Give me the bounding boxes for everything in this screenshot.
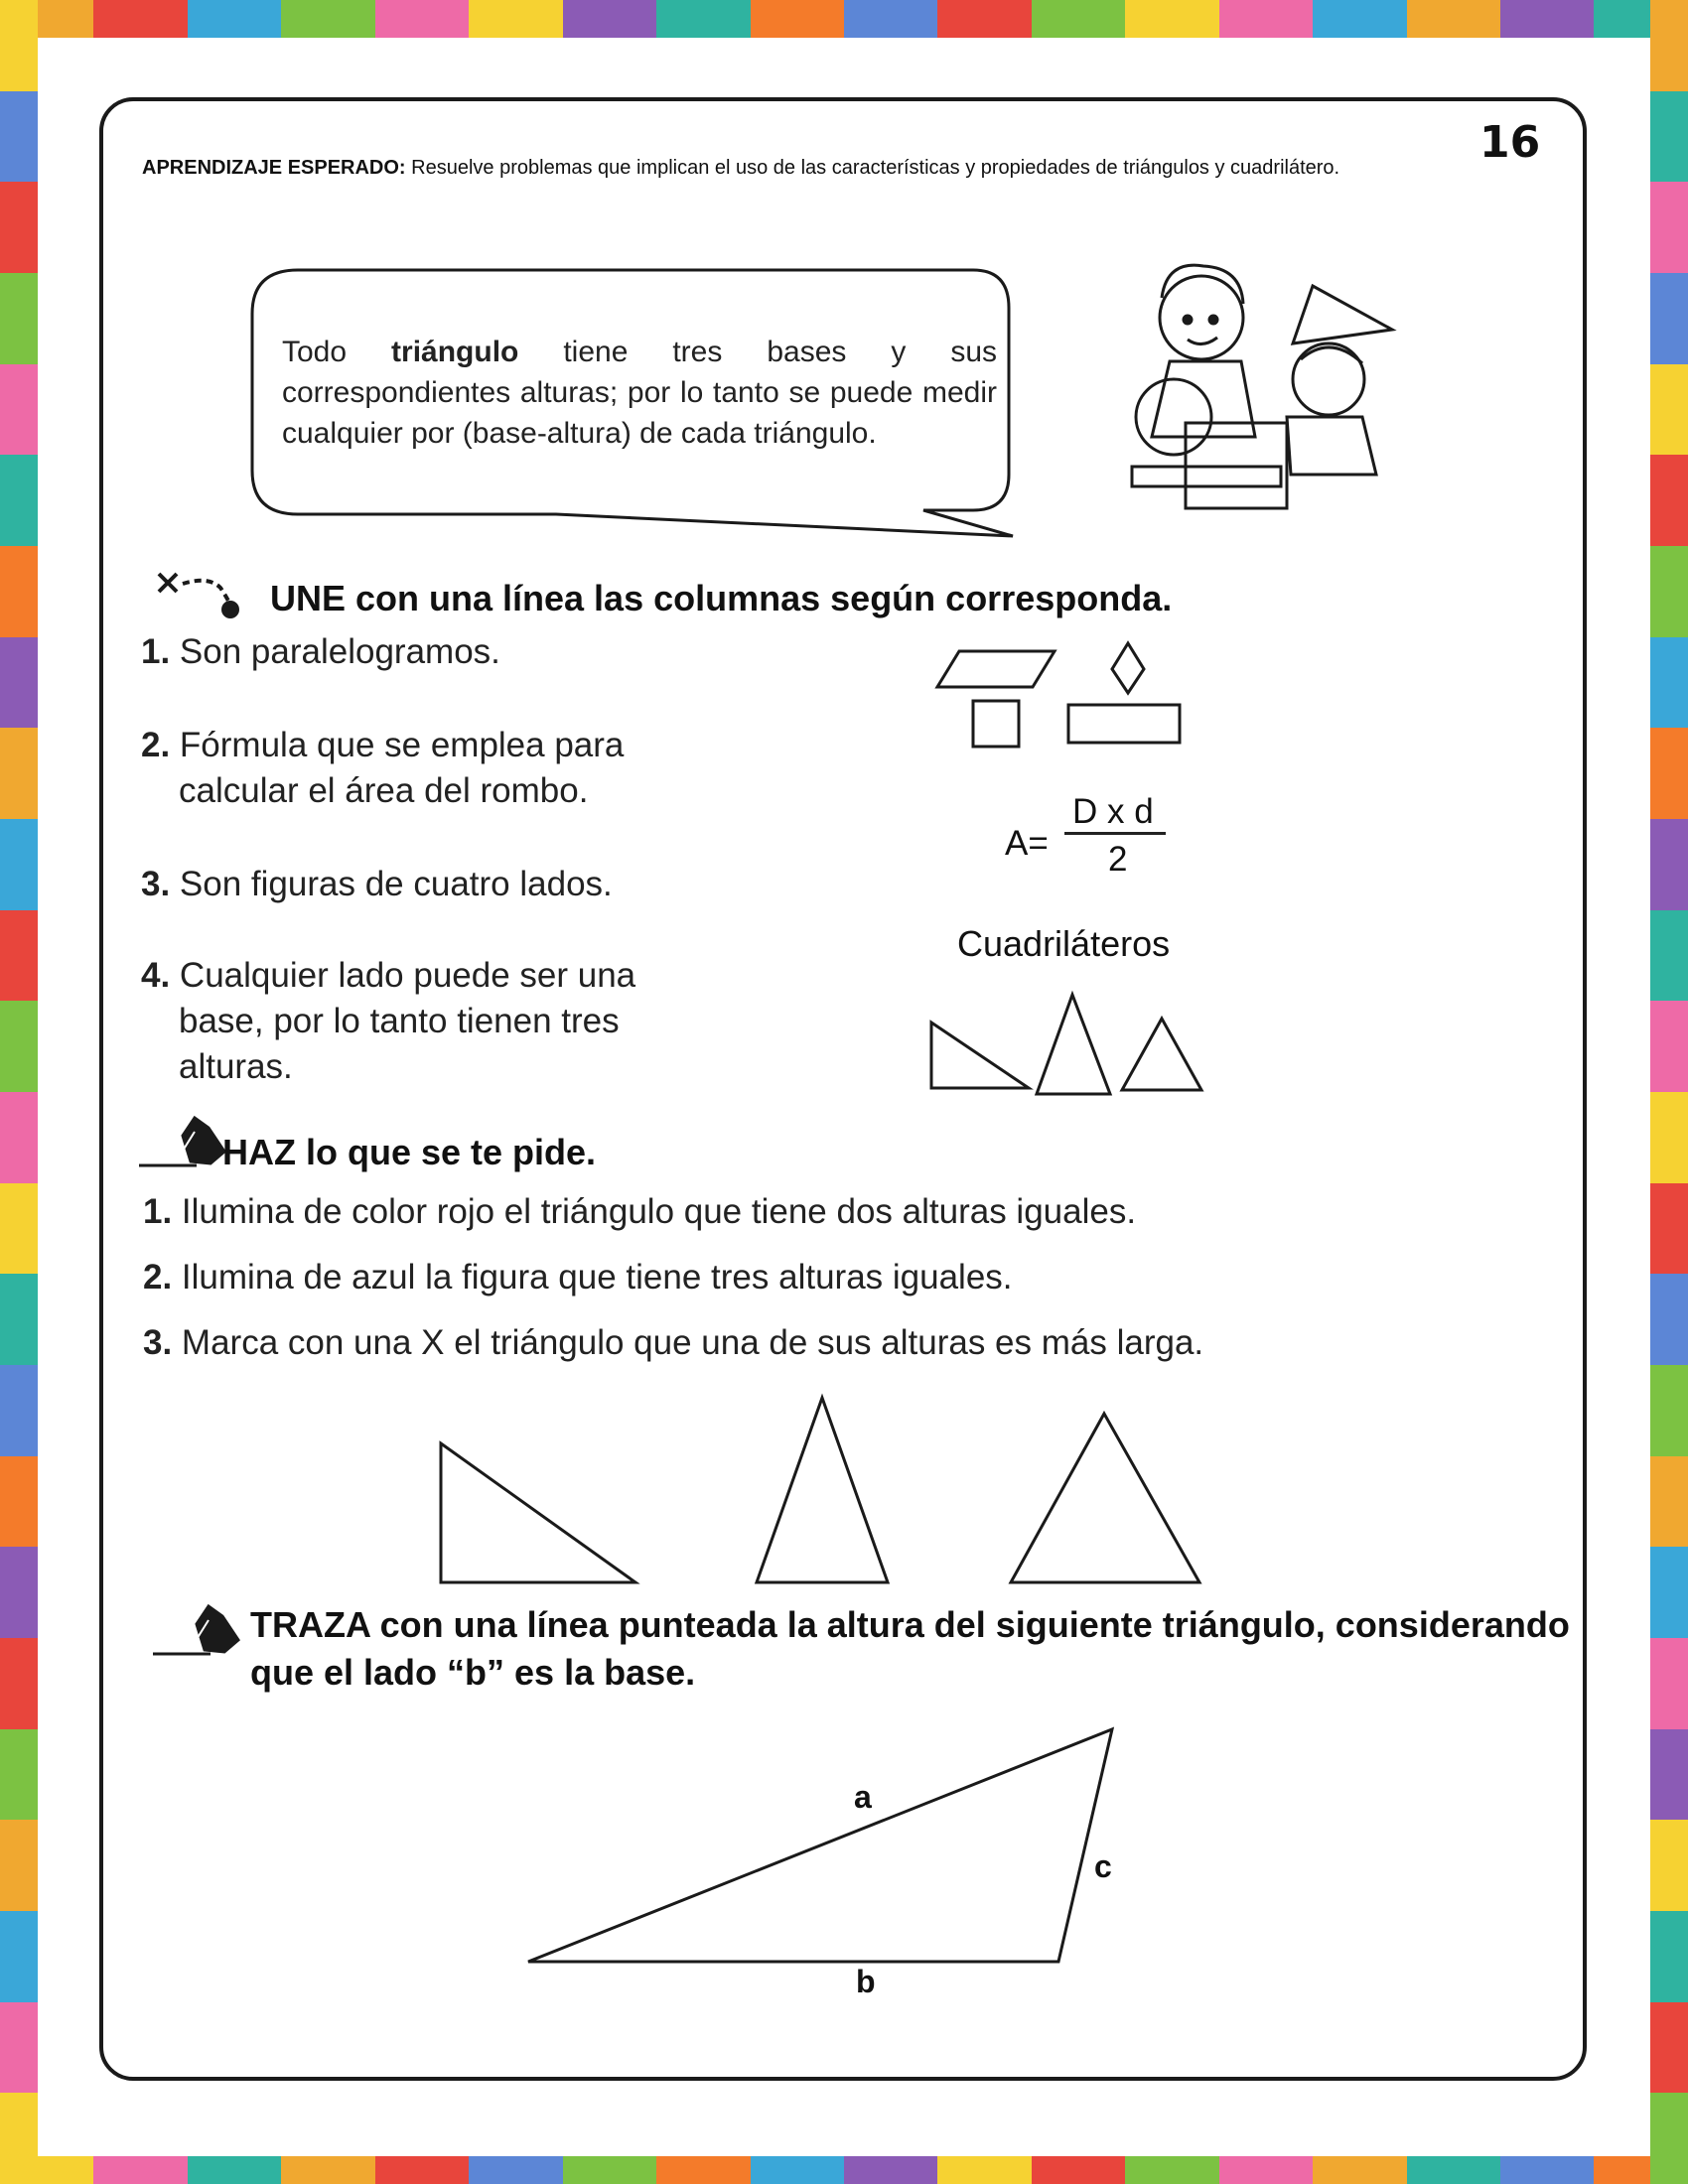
match-instruction: UNE con una línea las columnas según corresponda.: [270, 578, 1173, 618]
match-item-4-text-3: alturas.: [179, 1047, 293, 1086]
info-bubble-prefix: Todo: [282, 336, 392, 368]
pencil-hand-icon: [139, 1118, 224, 1165]
do-item-2: [143, 1255, 1013, 1300]
formula-lhs: A=: [1005, 824, 1049, 863]
learning-goal-label: APRENDIZAJE ESPERADO:: [142, 157, 406, 179]
match-item-1-num: 1.: [141, 632, 171, 671]
children-with-shapes-illustration: [1132, 265, 1392, 508]
match-item-2-text-2: calcular el área del rombo.: [179, 771, 589, 810]
dashed-path-icon: [159, 574, 237, 616]
learning-goal-text: Resuelve problemas que implican el uso de las características y propiedades de triángulos y cuadrilátero.: [405, 157, 1340, 179]
match-item-1: [141, 629, 500, 675]
match-item-2: [141, 723, 624, 814]
isosceles-triangle-small: [1037, 995, 1110, 1094]
page-number: 16: [1479, 117, 1541, 168]
match-item-4-num: 4.: [141, 956, 171, 995]
match-item-2-num: 2.: [141, 726, 171, 764]
info-bubble-text: [282, 332, 997, 454]
match-item-2-text: Fórmula que se emplea para: [170, 726, 625, 764]
do-item-3: [143, 1320, 1203, 1366]
match-item-4-text: Cualquier lado puede ser una: [170, 956, 636, 995]
do-item-2-text: Ilumina de azul la figura que tiene tres alturas iguales.: [172, 1258, 1013, 1297]
rhombus-shape: [1112, 643, 1144, 693]
info-bubble-body: tiene tres bases y sus correspondientes alturas; por lo tanto se puede medir cualquier por (base-altura) de cada triángulo.: [282, 336, 997, 450]
do-item-3-num: 3.: [143, 1323, 173, 1362]
do-item-3-text: Marca con una X el triángulo que una de sus alturas es más larga.: [172, 1323, 1204, 1362]
parallelogram-shape: [937, 651, 1055, 687]
small-triangles: [931, 995, 1201, 1094]
info-bubble-bold: triángulo: [391, 336, 519, 368]
match-item-4: [141, 953, 635, 1090]
right-triangle-large: [441, 1443, 635, 1582]
match-item-3: [141, 862, 613, 907]
match-item-3-text: Son figuras de cuatro lados.: [170, 865, 613, 903]
equilateral-triangle-large: [1011, 1414, 1199, 1582]
right-triangle-small: [931, 1023, 1029, 1088]
pencil-hand-icon-2: [153, 1606, 238, 1654]
quadrilateral-shapes: [937, 643, 1180, 747]
do-instruction: HAZ lo que se te pide.: [222, 1132, 597, 1172]
match-item-1-text: Son paralelogramos.: [170, 632, 500, 671]
quadrilaterals-label: Cuadriláteros: [957, 923, 1171, 964]
formula-numerator: D x d: [1072, 792, 1154, 831]
side-label-a: a: [854, 1779, 872, 1815]
side-label-c: c: [1094, 1848, 1112, 1884]
do-item-1: [143, 1189, 1136, 1235]
large-triangles: [441, 1398, 1199, 1582]
trace-instruction-line2: que el lado “b” es la base.: [250, 1652, 696, 1693]
formula-fraction-bar: [1064, 832, 1166, 835]
side-label-b: b: [856, 1964, 876, 1999]
trace-instruction-line1: TRAZA con una línea punteada la altura del siguiente triángulo, considerando: [250, 1604, 1570, 1645]
rectangle-shape: [1068, 705, 1180, 743]
match-item-3-num: 3.: [141, 865, 171, 903]
do-item-2-num: 2.: [143, 1258, 173, 1297]
do-item-1-text: Ilumina de color rojo el triángulo que tiene dos alturas iguales.: [172, 1192, 1137, 1231]
obtuse-triangle: [528, 1729, 1112, 1962]
square-shape: [973, 701, 1019, 747]
formula-denominator: 2: [1108, 840, 1128, 879]
match-item-4-text-2: base, por lo tanto tienen tres: [179, 1002, 620, 1040]
do-item-1-num: 1.: [143, 1192, 173, 1231]
isosceles-triangle-large: [757, 1398, 888, 1582]
equilateral-triangle-small: [1122, 1019, 1201, 1090]
